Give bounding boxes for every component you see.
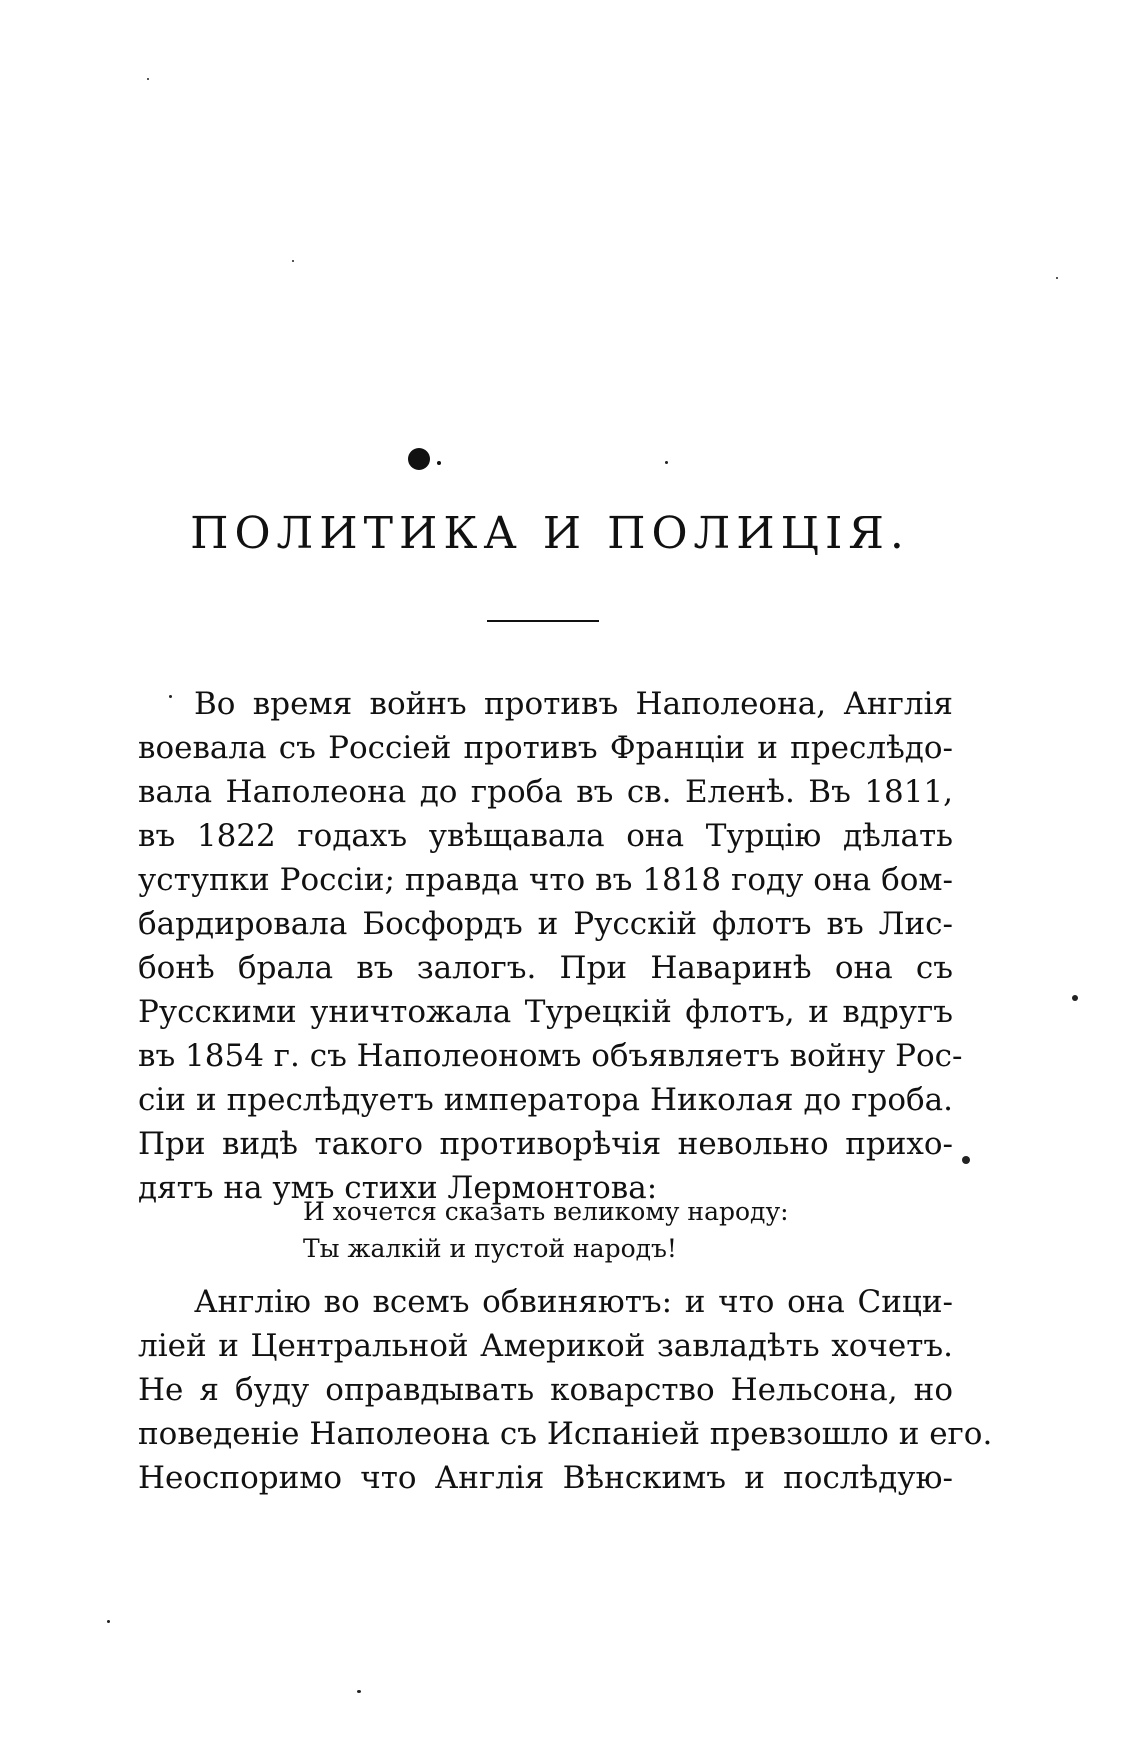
text-line: въ 1822 годахъ увѣщавала она Турцію дѣлать [138,818,953,854]
scan-speck [665,461,668,464]
verse-line: И хочется сказать великому народу: [303,1197,789,1226]
text-line: Не я буду оправдывать коварство Нельсона, но [138,1372,953,1408]
ornament-dot [408,448,430,470]
text-line: бардировала Босфордъ и Русскій флотъ въ Лис- [138,906,953,942]
scan-speck [962,1156,970,1164]
text-line: поведеніе Наполеона съ Испаніей превзошло и его. [138,1416,993,1452]
text-line: сіи и преслѣдуетъ императора Николая до гроба. [138,1082,953,1118]
text-line: бонѣ брала въ залогъ. При Наваринѣ она съ [138,950,953,986]
scan-speck [169,695,172,698]
text-line: Неоспоримо что Англія Вѣнскимъ и послѣдую- [138,1460,953,1496]
text-line: ліей и Центральной Америкой завладѣть хочетъ. [138,1328,953,1364]
scan-speck [357,1690,361,1693]
chapter-title: ПОЛИТИКА И ПОЛИЦІЯ. [190,508,910,559]
text-line: уступки Россіи; правда что въ 1818 году она бом- [138,862,953,898]
text-line: Во время войнъ противъ Наполеона, Англія [194,686,953,722]
verse-line: Ты жалкій и пустой народъ! [303,1234,677,1263]
scan-speck [292,260,294,262]
scan-speck [1072,995,1078,1001]
paragraph-2 [138,1280,993,1500]
text-line: Русскими уничтожала Турецкій флотъ, и вдругъ [138,994,953,1030]
text-line: дятъ на умъ стихи Лермонтова: [138,1170,658,1206]
text-line: вала Наполеона до гроба въ св. Еленѣ. Въ 1811, [138,774,953,810]
text-line: воевала съ Россіей противъ Франціи и преслѣдо- [138,730,953,766]
title-rule [487,620,599,622]
scan-speck [147,78,149,80]
verse-quote [303,1193,789,1267]
text-line: При видѣ такого противорѣчія невольно прихо- [138,1126,953,1162]
text-line: Англію во всемъ обвиняютъ: и что она Сици- [194,1284,953,1320]
paragraph-1 [138,682,963,1210]
scan-speck [1056,277,1058,279]
text-line: въ 1854 г. съ Наполеономъ объявляетъ войну Рос- [138,1038,963,1074]
scan-speck [107,1620,110,1623]
